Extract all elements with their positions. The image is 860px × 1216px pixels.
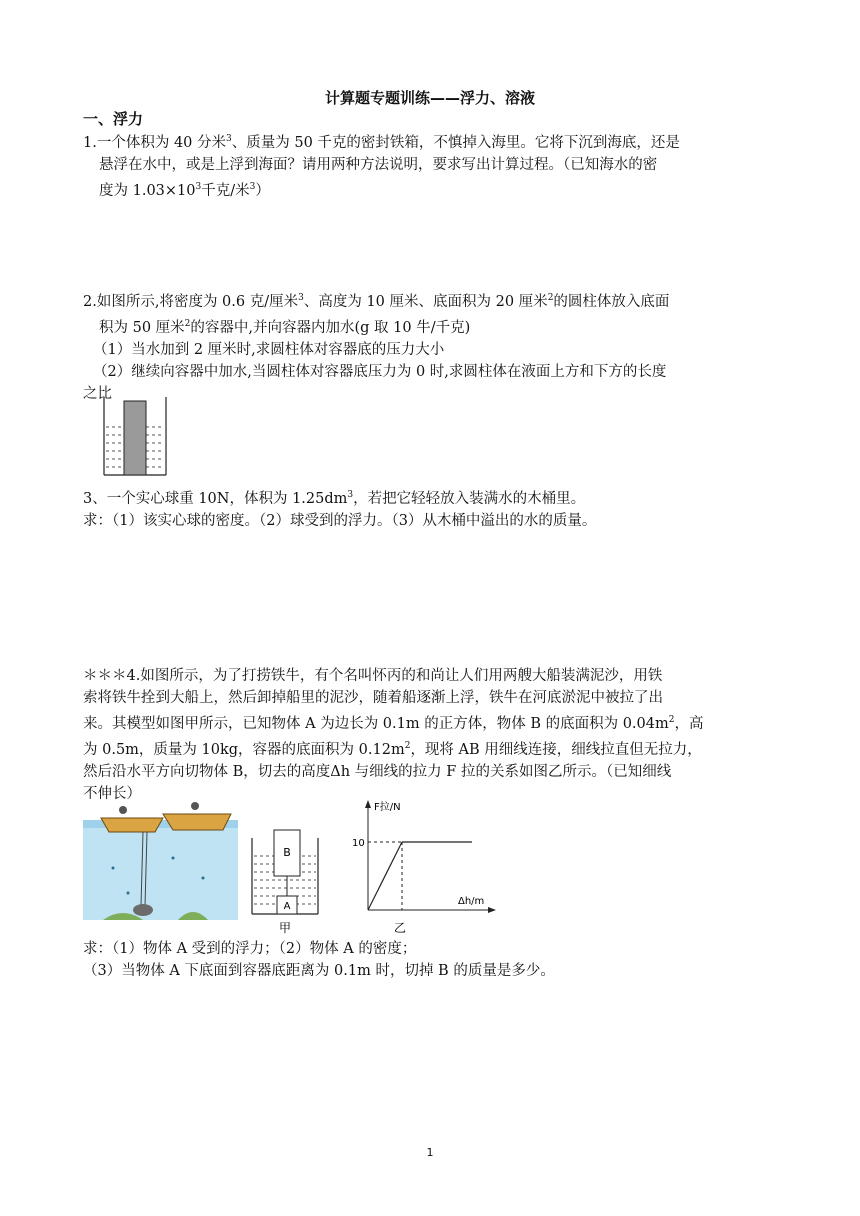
cylinder-shape [124,401,146,475]
q4-sup: 2 [668,715,675,725]
q2-subquestion-2: （2）继续向容器中加水,当圆柱体对容器底压力为 0 时,求圆柱体在液面上方和下方的长度 [93,363,667,380]
q4-ask-2: （3）当物体 A 下底面到容器底距离为 0.1m 时，切掉 B 的质量是多少。 [83,963,555,979]
q2-sup: 3 [298,293,304,303]
figure-yi-label: 乙 [393,921,407,935]
q3-text: 求：（1）该实心球的密度。（2）球受到的浮力。（3）从木桶中溢出的水的质量。 [83,512,597,529]
q1-sup: 3 [226,134,232,144]
q1-sup: 3 [249,181,256,192]
q2-text: 2.如图所示,将密度为 0.6 克/厘米 [83,293,299,310]
q2-sup: 2 [547,293,554,303]
q4-text: 然后沿水平方向切物体 B，切去的高度Δh 与细线的拉力 F 拉的关系如图乙所示。（已知细线 [83,763,672,780]
question-1 [83,128,783,202]
graph-y-label: F拉/N [374,802,401,813]
label-b: B [283,846,291,859]
q1-text: 千克/米 [201,182,250,199]
q4-text: ＊＊＊4.如图所示，为了打捞铁牛，有个名叫怀丙的和尚让人们用两艘大船装满泥沙，用铁 [83,668,663,684]
label-a: A [283,901,291,912]
q3-text: ，若把它轻轻放入装满水的木桶里。 [353,490,586,507]
q4-text: ，高 [674,715,704,732]
q1-text: 1.一个体积为 40 分米 [83,134,227,151]
boats-illustration [83,798,238,920]
q4-sup: 2 [404,740,411,751]
graph-x-label: Δh/m [458,896,485,907]
figure-jia-label: 甲 [278,921,292,935]
q1-text: 、质量为 50 千克的密封铁箱，不慎掉入海里。它将下沉到海底，还是 [231,134,680,151]
q4-text: 为 0.5m，质量为 10kg，容器的底面积为 0.12m [83,741,405,758]
q2-text: 的圆柱体放入底面 [553,293,670,310]
q2-text: 积为 50 厘米 [99,319,185,336]
q2-subquestion-2-cont: 之比 [83,385,112,402]
q2-text: 的容器中,并向容器内加水(g 取 10 牛/千克) [190,319,471,336]
figure-jia-container [248,826,322,936]
q2-sup: 2 [184,318,191,329]
question-2 [83,287,783,405]
q4-ask-1: 求：（1）物体 A 受到的浮力；（2）物体 A 的密度； [83,941,417,957]
q1-text: 度为 1.03×10 [99,182,196,199]
q4-text: ，现将 AB 用细线连接，细线拉直但无拉力， [410,741,702,758]
q2-subquestion-1: （1）当水加到 2 厘米时,求圆柱体对容器底的压力大小 [93,341,445,358]
q1-text: 悬浮在水中，或是上浮到海面？请用两种方法说明，要求写出计算过程。（已知海水的密 [99,156,658,173]
section-heading-buoyancy: 一、浮力 [83,110,144,128]
q3-sup: 3 [347,490,354,500]
graph-y-tick: 10 [352,838,365,849]
q1-text: ） [255,182,270,199]
q3-text: 3、一个实心球重 10N，体积为 1.25dm [83,490,348,507]
q4-text: 索将铁牛拴到大船上，然后卸掉船里的泥沙，随着船逐渐上浮，铁牛在河底淤泥中被拉了出 [83,690,663,706]
q4-text: 来。其模型如图甲所示，已知物体 A 为边长为 0.1m 的正方体，物体 B 的底面积为 0.04m [83,715,669,732]
page-number: 1 [426,1146,434,1159]
question-4-asks [83,938,783,982]
q1-sup: 3 [195,181,202,192]
question-4 [83,665,783,805]
question-3 [83,484,783,532]
figure-yi-graph [340,796,505,936]
page-title: 计算题专题训练——浮力、溶液 [324,89,535,107]
q2-text: 、高度为 10 厘米、底面积为 20 厘米 [303,293,548,310]
q4-text: 不伸长） [83,785,141,802]
container-cylinder-figure [100,395,170,477]
